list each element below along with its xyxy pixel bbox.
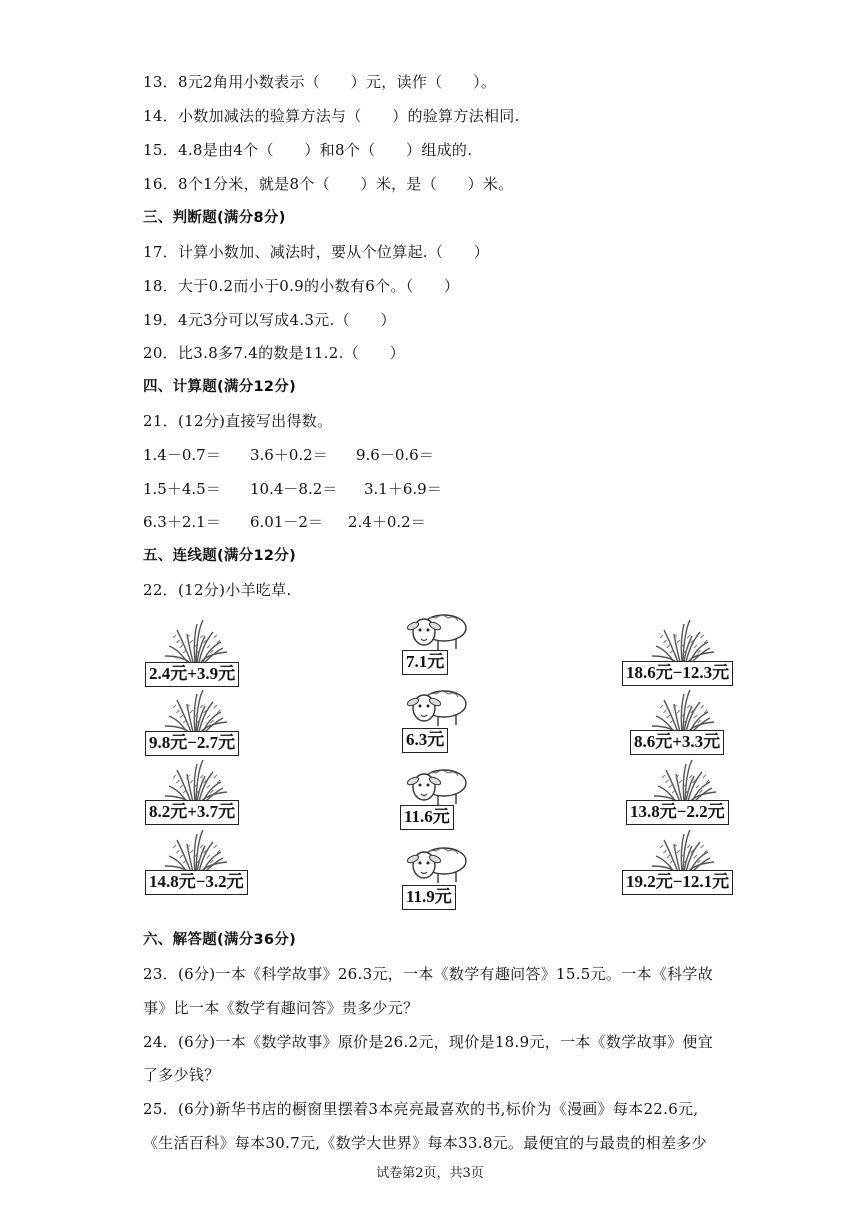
question-24-line-1: 24．(6分)一本《数学故事》原价是26.2元，现价是18.9元，一本《数学故事》便宜 [143, 1033, 714, 1051]
grass-icon [630, 618, 750, 664]
grass-label: 13.8元−2.2元 [626, 800, 729, 825]
question-19: 19．4元3分可以写成4.3元.（ ） [143, 311, 396, 329]
matching-exercise [0, 610, 860, 920]
sheep-item [400, 688, 470, 758]
sheep-item [400, 845, 470, 915]
sheep-icon [404, 688, 468, 730]
calc-item: 6.3＋2.1＝ [143, 513, 221, 531]
grass-label: 19.2元−12.1元 [622, 870, 733, 895]
grass-icon [630, 828, 750, 874]
question-21: 21．(12分)直接写出得数。 [143, 412, 333, 430]
grass-icon [143, 758, 263, 804]
grass-icon [143, 618, 263, 664]
sheep-label: 7.1元 [402, 650, 448, 675]
calc-item: 2.4＋0.2＝ [348, 513, 426, 531]
question-25-line-1: 25．(6分)新华书店的橱窗里摆着3本亮亮最喜欢的书,标价为《漫画》每本22.6元, [143, 1100, 699, 1118]
section-5-heading: 五、连线题(满分12分) [143, 548, 297, 564]
question-18: 18．大于0.2而小于0.9的小数有6个。（ ） [143, 277, 460, 295]
sheep-icon [404, 612, 468, 654]
grass-item [620, 828, 750, 898]
question-15: 15．4.8是由4个（ ）和8个（ ）组成的. [143, 141, 473, 159]
grass-label: 2.4元+3.9元 [145, 662, 239, 687]
sheep-icon [404, 845, 468, 887]
sheep-label: 11.9元 [402, 885, 456, 910]
grass-item [620, 618, 750, 688]
grass-item [143, 688, 263, 758]
section-3-heading: 三、判断题(满分8分) [143, 210, 286, 226]
calc-item: 9.6－0.6＝ [356, 446, 434, 464]
question-24-line-2: 了多少钱？ [143, 1066, 220, 1084]
section-6-heading: 六、解答题(满分36分) [143, 932, 297, 948]
page-footer: 试卷第2页，共3页 [376, 1166, 484, 1181]
sheep-label: 11.6元 [400, 805, 454, 830]
grass-label: 8.2元+3.7元 [145, 800, 239, 825]
grass-label: 8.6元+3.3元 [630, 730, 724, 755]
question-16: 16．8个1分米，就是8个（ ）米，是（ ）米。 [143, 175, 514, 193]
question-25-line-2: 《生活百科》每本30.7元,《数学大世界》每本33.8元。最便宜的与最贵的相差多少 [143, 1134, 707, 1152]
grass-item [143, 618, 263, 688]
sheep-item [398, 767, 468, 837]
calc-item: 6.01－2＝ [250, 513, 323, 531]
sheep-item [400, 612, 470, 682]
question-23-line-2: 事》比一本《数学有趣问答》贵多少元？ [143, 999, 419, 1017]
sheep-icon [404, 767, 468, 809]
sheep-label: 6.3元 [402, 728, 448, 753]
grass-item [630, 688, 750, 758]
calc-item: 1.4－0.7＝ [143, 446, 221, 464]
grass-item [143, 758, 263, 828]
grass-item [624, 758, 754, 828]
calc-item: 1.5＋4.5＝ [143, 480, 221, 498]
grass-icon [630, 688, 750, 734]
question-20: 20．比3.8多7.4的数是11.2.（ ） [143, 344, 405, 362]
question-22: 22．(12分)小羊吃草. [143, 581, 292, 599]
grass-item [143, 828, 263, 898]
calc-item: 3.6＋0.2＝ [250, 446, 328, 464]
question-23-line-1: 23．(6分)一本《科学故事》26.3元，一本《数学有趣问答》15.5元。一本《科学故 [143, 965, 714, 983]
calc-item: 3.1＋6.9＝ [364, 480, 442, 498]
grass-label: 9.8元−2.7元 [145, 731, 239, 756]
grass-icon [632, 758, 752, 804]
calc-item: 10.4－8.2＝ [250, 480, 338, 498]
question-13: 13．8元2角用小数表示（ ）元，读作（ ）。 [143, 73, 497, 91]
section-4-heading: 四、计算题(满分12分) [143, 379, 297, 395]
grass-icon [143, 828, 263, 874]
question-14: 14．小数加减法的验算方法与（ ）的验算方法相同. [143, 107, 520, 125]
grass-label: 18.6元−12.3元 [622, 661, 733, 686]
question-17: 17．计算小数加、减法时，要从个位算起.（ ） [143, 243, 490, 261]
grass-icon [143, 688, 263, 734]
grass-label: 14.8元−3.2元 [145, 870, 248, 895]
